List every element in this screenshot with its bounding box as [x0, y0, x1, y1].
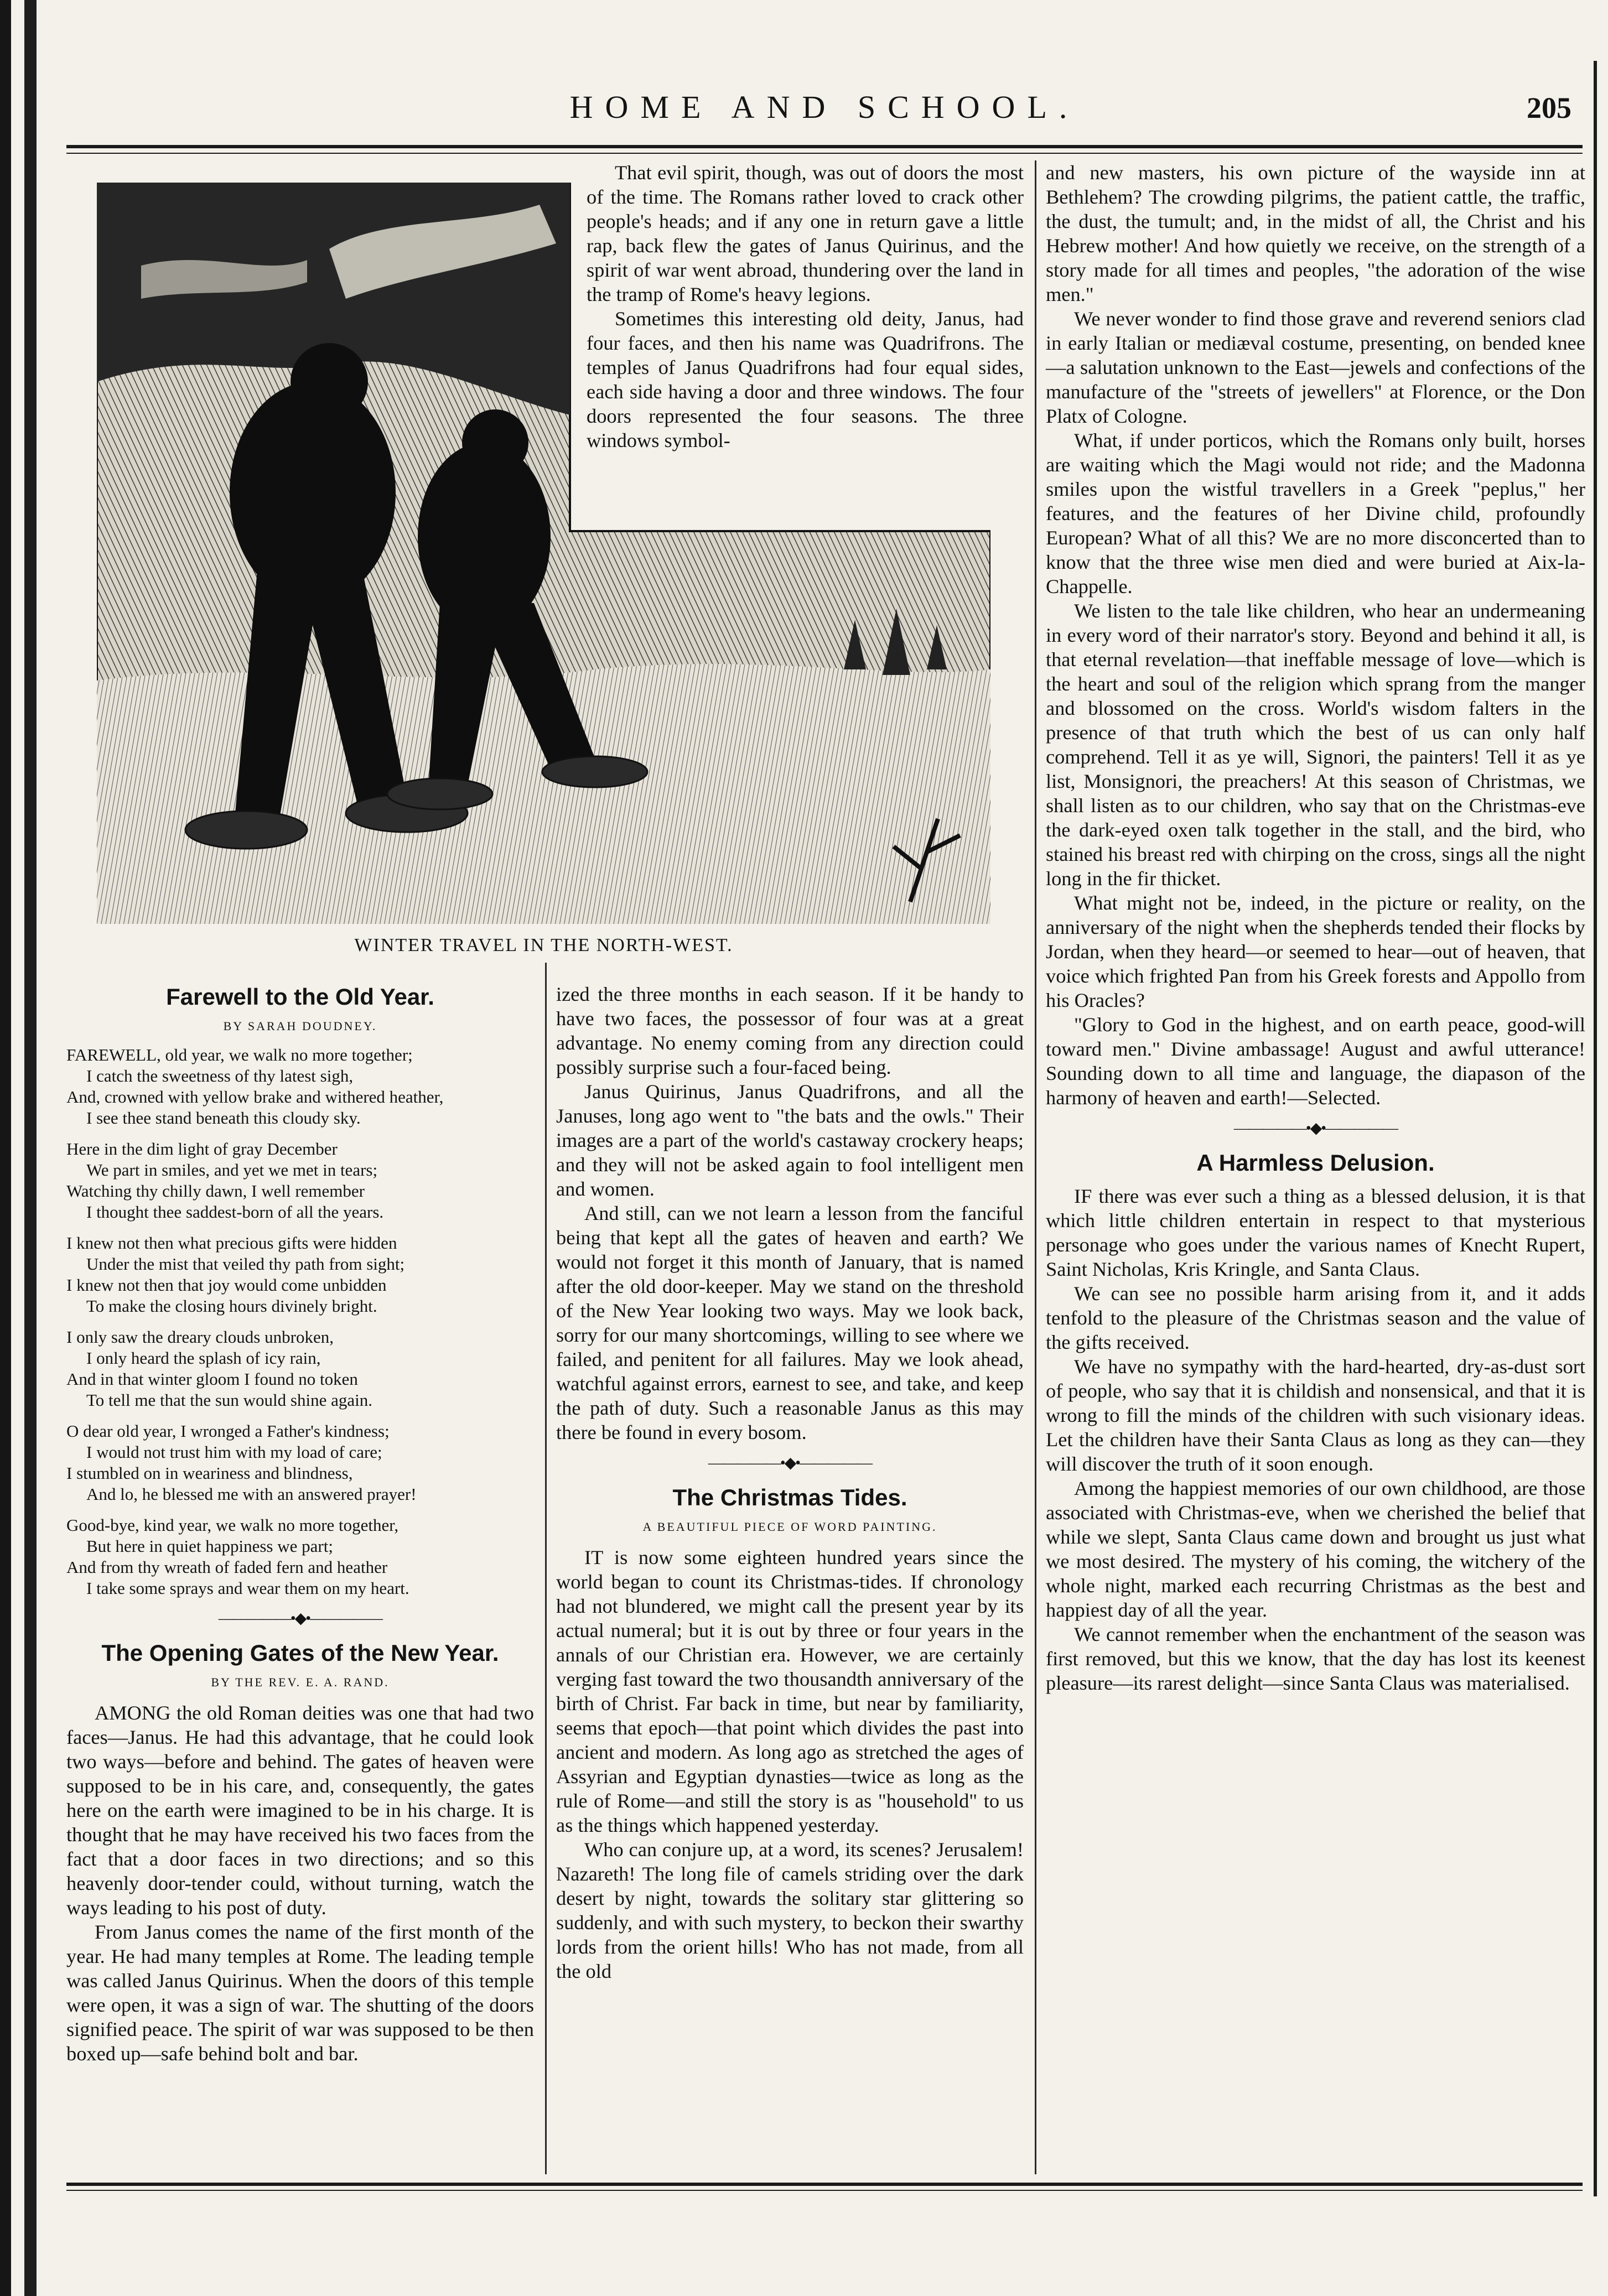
poem-line: Good-bye, kind year, we walk no more together, — [66, 1515, 399, 1535]
poem-stanza — [66, 1139, 534, 1223]
paragraph: We cannot remember when the enchantment of the season was first removed, but this we know, that the day has lost its keenest pleasure—its rarest delight—since Santa Claus was materialised. — [1046, 1623, 1585, 1694]
poem-line: I see thee stand beneath this cloudy sky. — [86, 1108, 361, 1128]
lead-word: AMONG — [94, 1702, 171, 1724]
poem-line: I knew not then that joy would come unbidden — [66, 1275, 387, 1295]
section-ornament: —————•◆•————— — [218, 1610, 382, 1627]
poem-line: I catch the sweetness of thy latest sigh, — [86, 1066, 354, 1085]
paragraph: That evil spirit, though, was out of doors the most of the time. The Romans rather loved to crack other people's heads; and if any one in return gave a little rap, back flew the gates of Janus Quirinus, and the spirit of war went abroad, thundering over the land in the tramp of Rome's heavy legions. — [587, 162, 1024, 305]
paragraph-text: is now some eighteen hundred years since the world began to count its Christmas-tides. If chronology had not blundered, we might call the present year by its actual numeral; but it is out by three or four years in the annals of our Christian era. However, we are certainly verging fast toward the two thousandth anniversary of the birth of Christ. Far back in time, but near by familiarity, seems that epoch—that point which divides the past into ancient and modern. As long ago as stretched the ages of Assyrian and Egyptian dynasties—twice as long as the rule of Rome—and still the story is as "household" to us as the things which happened yesterday. — [556, 1546, 1024, 1836]
paragraph-text: the old Roman deities was one that had two faces—Janus. He had this advantage, that he could look two ways—before and behind. The gates of heaven were supposed to be in his care, and, consequently, the gates here on the earth were imagined to be in his charge. It is thought that he may have received his two faces from the fact that a door faces in two directions; and so this heavenly door-tender could, without turning, watch the ways leading to his post of duty. — [66, 1702, 534, 1919]
poem-stanza — [66, 1233, 534, 1317]
poem-line: To tell me that the sun would shine again. — [86, 1390, 372, 1410]
paragraph: We listen to the tale like children, who hear an undermeaning in every word of their narrator's story. Beyond and behind it all, is that eternal revelation—that ineffable message of love—which is the heart and soul of the religion which sprang from the manger and blossomed on the cross. World's wisdom falters in the presence of that truth which the best of us can only half comprehend. Tell it as ye will, Signori, the painters! Tell it as ye list, Monsignori, the preachers! At this season of Christmas, we shall listen as to our children, who say that on the Christmas-eve the dark-eyed oxen talk together in the stall, and the bird, who stained his breast red with chirping on the cross, sings all the night long in the fir thicket. — [1046, 600, 1585, 890]
paragraph: Sometimes this interesting old deity, Janus, had four faces, and then his name was Quadrifrons. The temples of Janus Quadrifrons had four equal sides, each side having a door and three windows. The four doors represented the four seasons. The three windows symbol- — [587, 308, 1024, 451]
poem-stanza — [66, 1045, 534, 1129]
column-1 — [66, 974, 534, 2066]
poem-line: I thought thee saddest-born of all the years. — [86, 1202, 384, 1222]
paragraph — [1046, 1184, 1585, 1281]
paragraph: We have no sympathy with the hard-hearted, dry-as-dust sort of people, who say that it is childish and nonsensical, and that it is wrong to fill the minds of the children with such visionary ideas. Let the children have their Santa Claus as long as they can—they will discover the truth of it soon enough. — [1046, 1355, 1585, 1475]
page-binding-edge-inner — [24, 0, 37, 2296]
column-3 — [1046, 160, 1585, 1695]
poem-byline: BY SARAH DOUDNEY. — [223, 1019, 377, 1033]
poem-line: O dear old year, I wronged a Father's kindness; — [66, 1421, 390, 1441]
article-title: A Harmless Delusion. — [1196, 1150, 1435, 1176]
column-rule-1 — [545, 963, 547, 2174]
section-ornament: —————•◆•————— — [1233, 1120, 1398, 1137]
poem-line: FAREWELL, old year, we walk no more together; — [66, 1045, 413, 1064]
paragraph: What might not be, indeed, in the picture or reality, on the anniversary of the night when the shepherds tended their flocks by Jordan, when they heard—or seemed to hear—out of heaven, that voice which frighted Pan from his Greek forests and Appollo from his Oracles? — [1046, 892, 1585, 1011]
poem-stanza — [66, 1421, 534, 1505]
paragraph — [556, 1545, 1024, 1837]
poem-line: Watching thy chilly dawn, I well remember — [66, 1181, 365, 1201]
poem-line: And lo, he blessed me with an answered prayer! — [86, 1484, 417, 1504]
paragraph: Who can conjure up, at a word, its scenes? Jerusalem! Nazareth! The long file of camels striding over the dark desert by night, towards the solitary star glittering so suddenly, and with such mystery, to beckon their swarthy lords from the orient hills! Who has not made, from all the old — [556, 1838, 1024, 1982]
poem-line: To make the closing hours divinely bright. — [86, 1296, 377, 1316]
column-2 — [556, 982, 1024, 1983]
page-number: 205 — [1527, 91, 1571, 124]
paragraph-text: there was ever such a thing as a blessed delusion, it is that which little children entertain in respect to that mysterious personage who goes under the various names of Knecht Rupert, Saint Nicholas, Kris Kringle, and Santa Claus. — [1046, 1185, 1585, 1280]
lead-word: IT — [584, 1546, 604, 1568]
poem-line: I take some sprays and wear them on my heart. — [86, 1578, 409, 1598]
paragraph: ized the three months in each season. If it be handy to have two faces, the possessor of four was at a great advantage. No enemy coming from any direction could possibly surprise such a four-faced being. — [556, 983, 1024, 1078]
poem-line: Here in the dim light of gray December — [66, 1139, 338, 1159]
poem-line: And, crowned with yellow brake and withered heather, — [66, 1087, 444, 1107]
poem-line: I would not trust him with my load of care; — [86, 1442, 382, 1462]
poem-line: But here in quiet happiness we part; — [86, 1536, 333, 1556]
poem-title: Farewell to the Old Year. — [166, 984, 434, 1010]
poem-line: I knew not then what precious gifts were hidden — [66, 1233, 397, 1253]
figure-caption: WINTER TRAVEL IN THE NORTH-WEST. — [354, 935, 733, 955]
column-3-top — [587, 160, 1024, 453]
article-byline: BY THE REV. E. A. RAND. — [211, 1675, 390, 1689]
article-title: The Opening Gates of the New Year. — [101, 1640, 499, 1666]
footer-rule-thin — [66, 2190, 1583, 2191]
page-right-border — [1594, 61, 1597, 2196]
paragraph: Among the happiest memories of our own childhood, are those associated with Christmas-eve, when we cherished the belief that while we slept, Santa Claus came down and brought us just what we most desired. The mystery of his coming, the witchery of the whole night, marked each recurring Christmas as the best and happiest day of all the year. — [1046, 1477, 1585, 1621]
paragraph: Janus Quirinus, Janus Quadrifrons, and all the Januses, long ago went to "the bats and the owls." Their images are a part of the world's castaway crockery heaps; and they will not be asked again to fool intelligent men and women. — [556, 1081, 1024, 1200]
poem-stanza — [66, 1515, 534, 1599]
footer-rule — [66, 2183, 1583, 2186]
poem-line: Under the mist that veiled thy path from sight; — [86, 1254, 405, 1274]
paragraph: From Janus comes the name of the first month of the year. He had many temples at Rome. The leading temple was called Janus Quirinus. When the doors of this temple were open, it was a sign of war. The shutting of the doors signified peace. The spirit of war was supposed to be then boxed up—safe behind bolt and bar. — [66, 1921, 534, 2065]
poem-line: And from thy wreath of faded fern and heather — [66, 1557, 388, 1577]
column-rule-2 — [1035, 160, 1036, 2174]
poem-stanza — [66, 1327, 534, 1411]
paragraph: We never wonder to find those grave and reverend seniors clad in early Italian or mediæval costume, presenting, on bended knee—a salutation unknown to the East—jewels and confections of the manufacture of the "streets of jewellers" at Florence, or the Don Platx of Cologne. — [1046, 308, 1585, 427]
running-title: HOME AND SCHOOL. — [569, 89, 1080, 125]
paragraph: What, if under porticos, which the Romans only built, horses are waiting which the Magi would not ride; and the Madonna smiles upon the wistful travellers in a Greek "peplus," her features, and the features of her Divine child, profoundly European? What of all this? We are no more disconcerted than to know that the three wise men died and were buried at Aix-la-Chappelle. — [1046, 429, 1585, 598]
poem-line: We part in smiles, and yet we met in tears; — [86, 1160, 378, 1180]
header-rule — [66, 145, 1583, 148]
page-header — [66, 83, 1583, 144]
poem-line: I only saw the dreary clouds unbroken, — [66, 1327, 334, 1347]
paragraph — [66, 1701, 534, 1920]
header-rule-thin — [66, 153, 1583, 154]
poem-line: I only heard the splash of icy rain, — [86, 1348, 321, 1368]
paragraph: And still, can we not learn a lesson from the fanciful being that kept all the gates of heaven and earth? We would not forget it this month of January, that is named after the old door-keeper. May we stand on the threshold of the New Year looking two ways. May we look back, sorry for our many shortcomings, willing to see where we failed, and penitent for all failures. May we look ahead, watchful against errors, earnest to see, and take, and keep the path of duty. Such a reasonable Janus as this may there be found in every bosom. — [556, 1202, 1024, 1443]
article-byline: A BEAUTIFUL PIECE OF WORD PAINTING. — [642, 1520, 937, 1534]
lead-word: IF — [1073, 1185, 1092, 1207]
paragraph: We can see no possible harm arising from it, and it adds tenfold to the pleasure of the Christmas season and the value of the gifts received. — [1046, 1282, 1585, 1353]
paragraph: "Glory to God in the highest, and on earth peace, good-will toward men." Divine ambassage! August and awful utterance! Sounding down to all time and language, the diapason of the harmony of heaven and earth!—Selected. — [1046, 1014, 1585, 1109]
paragraph: and new masters, his own picture of the wayside inn at Bethlehem? The crowding pilgrims, the patient cattle, the traffic, the dust, the tumult; and, in the midst of all, the Christ and his Hebrew mother! And how quietly we receive, on the strength of a story made for all times and peoples, "the adoration of the wise men." — [1046, 162, 1585, 305]
poem-line: And in that winter gloom I found no token — [66, 1369, 358, 1389]
article-title: The Christmas Tides. — [672, 1484, 907, 1510]
section-ornament: —————•◆•————— — [708, 1455, 872, 1472]
poem-line: I stumbled on in weariness and blindness, — [66, 1463, 353, 1483]
page-binding-edge — [0, 0, 11, 2296]
